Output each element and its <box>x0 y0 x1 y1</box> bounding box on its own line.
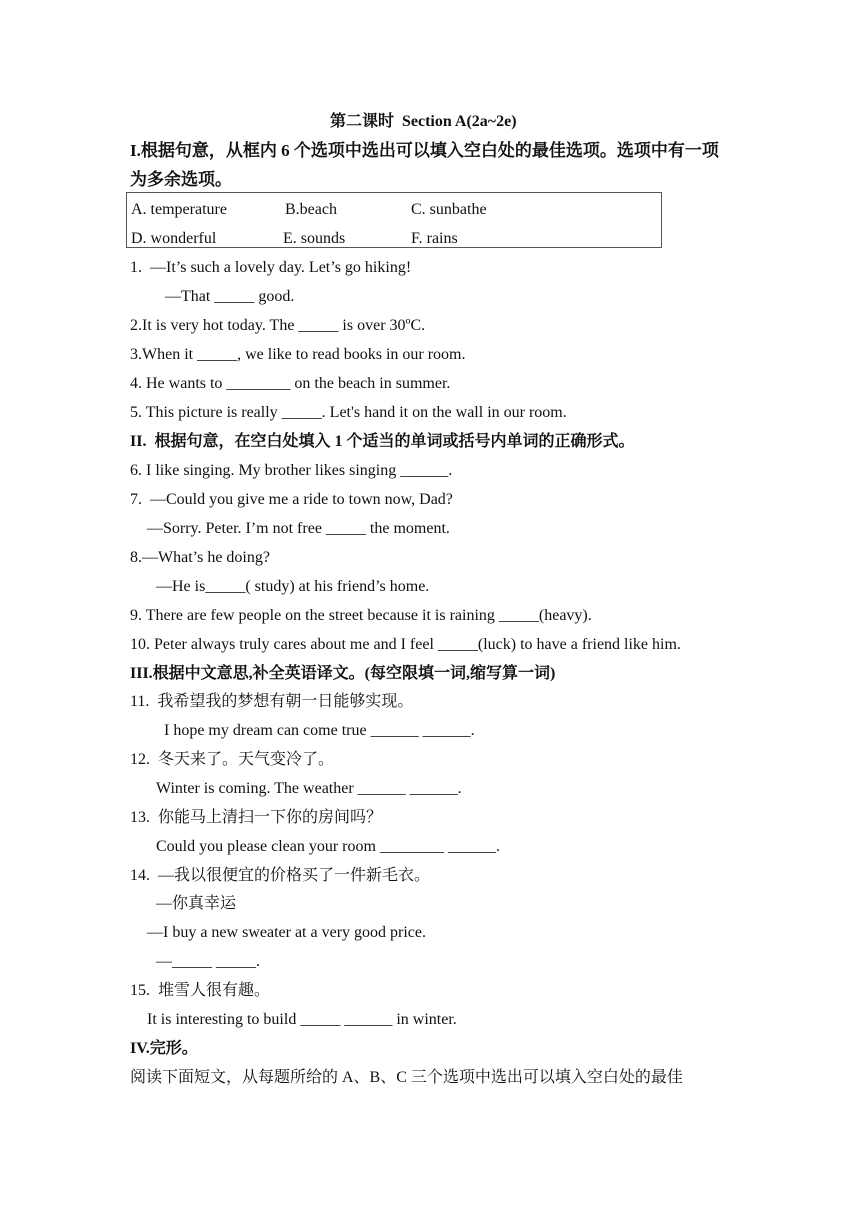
question-12-cn: 12. 冬天来了。天气变冷了。 <box>130 751 335 768</box>
question-14-en: —I buy a new sweater at a very good price. <box>147 924 426 941</box>
part2-heading: II. 根据句意，在空白处填入 1 个适当的单词或括号内单词的正确形式。 <box>130 433 635 450</box>
part4-heading: IV.完形。 <box>130 1040 198 1057</box>
part1-heading-line2: 为多余选项。 <box>130 170 232 189</box>
question-7-reply: —Sorry. Peter. I’m not free _____ the moment. <box>147 520 450 537</box>
option-d: D. wonderful <box>131 230 217 247</box>
option-a: A. temperature <box>131 201 227 218</box>
question-5: 5. This picture is really _____. Let's hand it on the wall in our room. <box>130 404 567 421</box>
part4-instruction: 阅读下面短文，从每题所给的 A、B、C 三个选项中选出可以填入空白处的最佳 <box>130 1069 683 1086</box>
question-4: 4. He wants to ________ on the beach in summer. <box>130 375 451 392</box>
question-1: 1. —It’s such a lovely day. Let’s go hiking! <box>130 259 412 276</box>
lesson-title: 第二课时 Section A(2a~2e) <box>330 113 517 130</box>
part1-heading-line1: I.根据句意，从框内 6 个选项中选出可以填入空白处的最佳选项。选项中有一项 <box>130 141 719 160</box>
question-13-cn: 13. 你能马上清扫一下你的房间吗？ <box>130 809 383 826</box>
question-9: 9. There are few people on the street because it is raining _____(heavy). <box>130 607 592 624</box>
option-b: B.beach <box>285 201 337 218</box>
question-11-cn: 11. 我希望我的梦想有朝一日能够实现。 <box>130 693 414 710</box>
question-3: 3.When it _____, we like to read books in our room. <box>130 346 466 363</box>
question-12-en: Winter is coming. The weather ______ ______. <box>156 780 462 797</box>
part3-heading: III.根据中文意思,补全英语译文。(每空限填一词,缩写算一词) <box>130 665 556 682</box>
question-15-en: It is interesting to build _____ ______ in winter. <box>147 1011 457 1028</box>
options-box <box>126 192 662 248</box>
question-1-reply: —That _____ good. <box>165 288 295 305</box>
question-13-en: Could you please clean your room ________ ______. <box>156 838 500 855</box>
question-14-cn-reply: —你真幸运 <box>156 895 237 912</box>
question-6: 6. I like singing. My brother likes singing ______. <box>130 462 453 479</box>
option-e: E. sounds <box>283 230 346 247</box>
question-10: 10. Peter always truly cares about me and I feel _____(luck) to have a friend like him. <box>130 636 681 653</box>
question-8-reply: —He is_____( study) at his friend’s home. <box>156 578 430 595</box>
question-15-cn: 15. 堆雪人很有趣。 <box>130 982 271 999</box>
question-14-en-reply: —_____ _____. <box>156 953 260 970</box>
option-c: C. sunbathe <box>411 201 487 218</box>
question-7: 7. —Could you give me a ride to town now, Dad? <box>130 491 453 508</box>
question-8: 8.—What’s he doing? <box>130 549 270 566</box>
option-f: F. rains <box>411 230 458 247</box>
question-11-en: I hope my dream can come true ______ ______. <box>164 722 475 739</box>
question-2: 2.It is very hot today. The _____ is over 30ºC. <box>130 317 426 334</box>
question-14-cn: 14. —我以很便宜的价格买了一件新毛衣。 <box>130 867 431 884</box>
